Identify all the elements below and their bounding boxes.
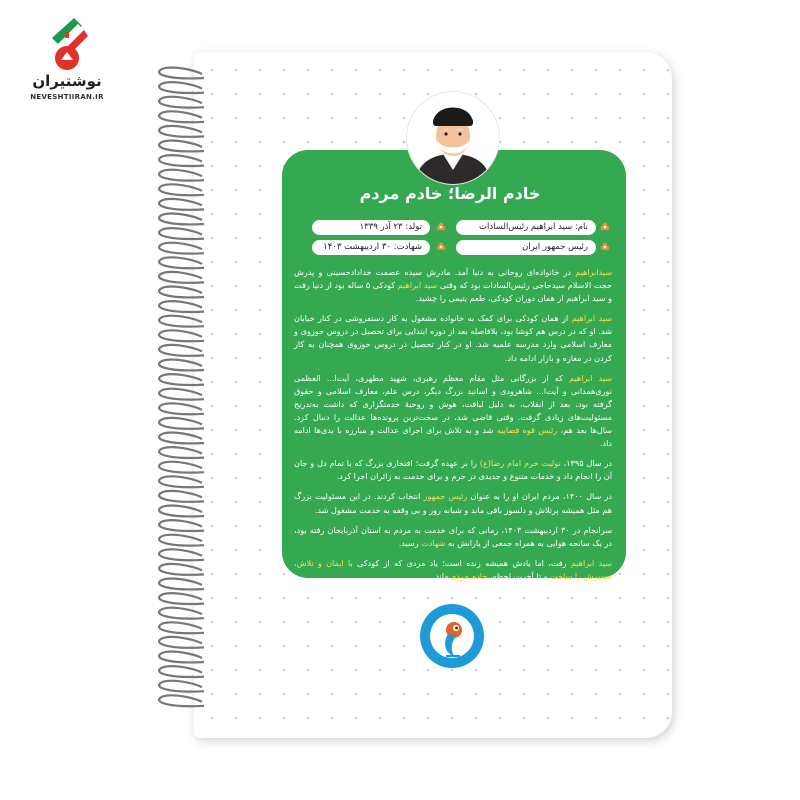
spiral-coil [159,418,204,429]
portrait-illustration [407,92,499,184]
site-logo[interactable] [12,6,122,106]
spiral-coil [159,126,204,137]
body-text-segment: ماند... [427,570,452,581]
flower-bullet-icon [436,222,446,232]
spiral-coil [159,301,204,312]
body-text-segment: سرانجام در ۳۰ اردیبهشت ۱۴۰۳، زمانی که برای خدمت به مردم به استان آذربایجان رفته بود، در یک سانحه هوایی به همراه جمعی از یارانش به [294,524,613,548]
spiral-coil [159,243,204,254]
biography-paragraph [294,524,612,550]
spiral-coil [159,564,204,575]
highlighted-text: رئیس جمهور [423,491,468,502]
flower-bullet-icon [436,242,446,252]
spiral-coil [159,403,204,414]
spiral-coil [159,622,204,633]
body-text-segment: در سال ۱۳۹۵، [560,458,612,469]
site-name: نوشتیران [32,72,102,90]
highlighted-text: رئیس قوه قضاییه [496,425,558,436]
body-text-segment: رفت، اما یادش همیشه زنده است؛ یاد مردی که از کودکی [352,557,571,568]
info-martyrdom: شهادت: ۳۰ اردیبهشت ۱۴۰۳ [312,240,430,255]
spiral-coil [159,272,204,283]
spiral-coil [159,257,204,268]
body-text-segment: را بر عهده گرفت؛ افتخاری بزرگ که با تمام دل و جان آن را انجام داد و خدمات متنوع و جدیدی در حرم و برای خدمت به زائران اجرا کرد. [294,458,612,482]
highlighted-text: سید ابراهیم [571,313,612,324]
spiral-coil [159,476,204,487]
spiral-coil [159,579,204,590]
info-birth: تولد: ۲۳ آذر ۱۳۳۹ [312,220,430,235]
spiral-coil [159,549,204,560]
spiral-coil [159,316,204,327]
info-role: رئیس جمهور ایران [456,240,596,255]
spiral-coil [159,666,204,677]
spiral-coil [159,389,204,400]
spiral-coil [159,184,204,195]
biography-paragraph [294,490,612,516]
spiral-coil [159,608,204,619]
spiral-binding [148,64,208,724]
highlighted-text: سید ابراهیم [569,372,612,383]
spiral-coil [159,170,204,181]
biography-paragraph [294,372,612,451]
highlighted-text: با ایمان و تلاش، مسیرش را ساخت [294,557,612,581]
spiral-coil [159,447,204,458]
spiral-coil [159,652,204,663]
spiral-coil [159,593,204,604]
highlighted-text: تولیت حرم امام رضا(ع) [479,458,561,469]
biography-paragraph [294,457,612,483]
spiral-coil [159,214,204,225]
site-domain: NEVESHTIIRAN.IR [30,93,104,101]
spiral-coil [159,360,204,371]
spiral-coil [159,141,204,152]
info-name: نام: سید ابراهیم رئیس‌السادات [456,220,596,235]
highlighted-text: سیدابراهیم [575,267,612,277]
spiral-coil [159,535,204,546]
spiral-coil [159,695,204,706]
body-text-segment: در خانواده‌ای روحانی به دنیا آمد. مادرش سیده عصمت خدادادحسینی و پدرش حجت الاسلام سیدحاجی رئیس‌السادات بود که وقتی [294,267,613,291]
spiral-coil [159,330,204,341]
body-text-segment: در سال ۱۴۰۰، مردم ایران او را به عنوان [467,491,612,502]
flower-bullet-icon [600,242,610,252]
spiral-coil [159,637,204,648]
highlighted-text: سید ابراهیم [397,280,438,291]
bird-emblem-icon [420,604,484,668]
highlighted-text: خادم مردم [451,570,488,581]
spiral-coil [159,97,204,108]
body-text-segment: از همان کودکی برای کمک به خانواده مشغول به کار دستفروشی در کنار خیابان شد. او که در درس هم کوشا بود، بلافاصله بعد از دوره ابتدایی برای تحصیل در دروس حوزوی و معارف اسلامی وارد مدرسه علمیه شد. او در کنار تحصیل در دروس حوزوی همچنان به کار کردن در مغازه و بازار ادامه داد. [294,313,612,363]
spiral-coil [159,374,204,385]
biography-text [294,266,612,590]
body-text-segment: کودکی ۵ ساله بود از دنیا رفت و سید ابراهیم از همان دوران کودکی، طعم یتیمی را چشید. [294,280,612,304]
spiral-coil [159,506,204,517]
spiral-coil [159,199,204,210]
spiral-coil [159,155,204,166]
biography-paragraph [294,266,612,305]
body-text-segment: رسید. [398,537,422,548]
spiral-coil [159,462,204,473]
spiral-coil [159,228,204,239]
body-text-segment: انتخاب کردند. در این مسئولیت بزرگ هم مثل همیشه پرتلاش و دلسوز باقی ماند و شبانه روز و بی وقفه به خدمت مشغول شد. [294,491,612,515]
body-text-segment: و تا آخرین لحظه، [487,570,551,581]
spiral-coil [159,345,204,356]
body-text-segment: شد و به تلاش برای اجرای عدالت و مبارزه با بدی‌ها ادامه داد. [294,425,612,449]
spiral-coil [159,520,204,531]
spiral-coil [159,287,204,298]
spiral-coil [159,433,204,444]
spiral-coil [159,68,204,79]
biography-paragraph [294,312,612,364]
biography-paragraph [294,557,612,583]
spiral-coil [159,111,204,122]
flower-bullet-icon [600,222,610,232]
spiral-coil [159,82,204,93]
highlighted-text: شهادت [421,537,446,548]
spiral-coil [159,681,204,692]
flag-pen-logo-icon [44,10,90,72]
highlighted-text: سید ابراهیم [570,557,613,568]
body-text-segment: که از بزرگانی مثل مقام معظم رهبری، شهید مطهری، آیت‌ا... العظمی نوری‌همدانی و آیت‌ا... شاهرودی و اساتید بزرگ دیگر، درس علم، معارف اسلامی و حقوق گرفته بود، بعد از انقلاب، به دلیل لیاقت، هوش و روحیهٔ خدمتگزاری که داشت به‌تدریج مسئولیت‌های زیادی گرفت. وقتی قاضی شد، در سخت‌ترین پرونده‌ها عدالت را دنبال کرد. سال‌ها بعد هم، [294,372,612,436]
card-title: خادم الرضا؛ خادم مردم [359,184,541,203]
spiral-coil [159,491,204,502]
